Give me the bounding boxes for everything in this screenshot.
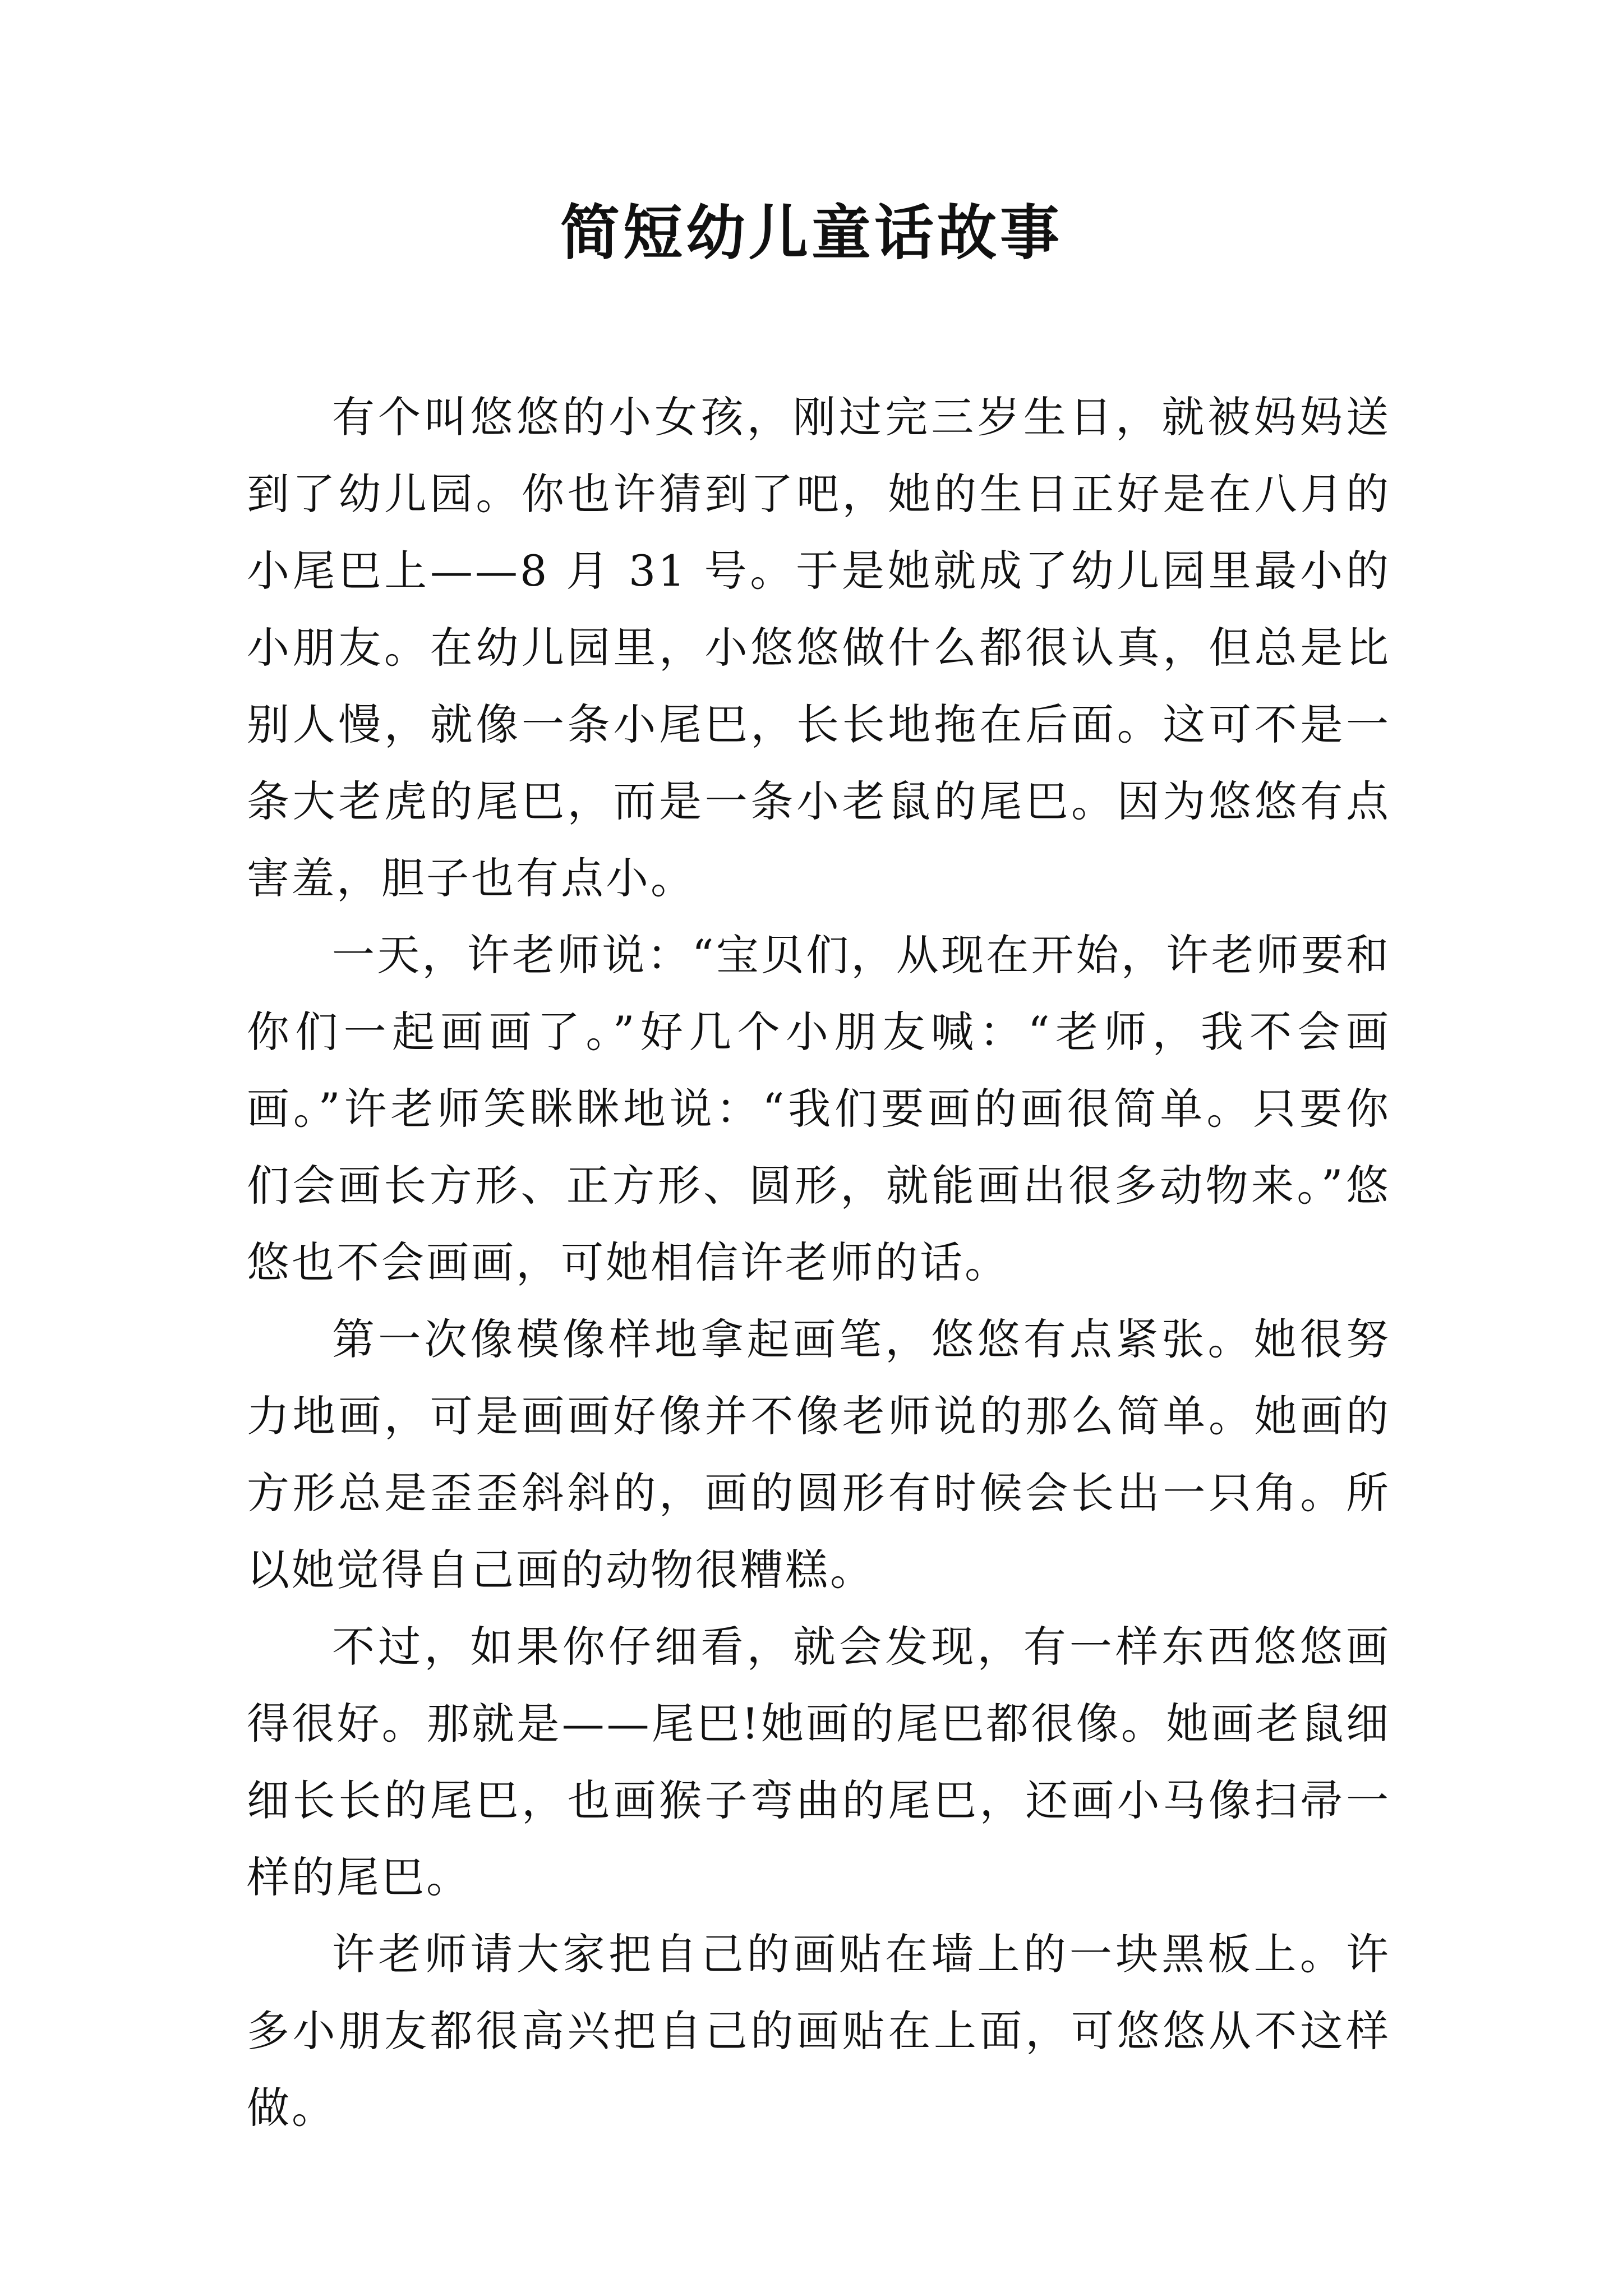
document-body bbox=[247, 379, 1391, 2146]
paragraph-2: 一天，许老师说：“宝贝们，从现在开始，许老师要和你们一起画画了。”好几个小朋友喊：“老师，我不会画画。”许老师笑眯眯地说：“我们要画的画很简单。只要你们会画长方形、正方形、圆形，就能画出很多动物来。”悠悠也不会画画，可她相信许老师的话。 bbox=[247, 930, 1391, 1287]
document-title: 简短幼儿童话故事 bbox=[560, 197, 1063, 268]
paragraph-3: 第一次像模像样地拿起画笔，悠悠有点紧张。她很努力地画，可是画画好像并不像老师说的那么简单。她画的方形总是歪歪斜斜的，画的圆形有时候会长出一只角。所以她觉得自己画的动物很糟糕。 bbox=[247, 1314, 1391, 1595]
paragraph-1: 有个叫悠悠的小女孩，刚过完三岁生日，就被妈妈送到了幼儿园。你也许猜到了吧，她的生日正好是在八月的小尾巴上——8 月 31 号。于是她就成了幼儿园里最小的小朋友。在幼儿园里，小悠悠做什么都很认真，但总是比别人慢，就像一条小尾巴，长长地拖在后面。这可不是一条大老虎的尾巴，而是一条小老鼠的尾巴。因为悠悠有点害羞，胆子也有点小。 bbox=[247, 392, 1391, 903]
paragraph-4: 不过，如果你仔细看，就会发现，有一样东西悠悠画得很好。那就是——尾巴!她画的尾巴都很像。她画老鼠细细长长的尾巴，也画猴子弯曲的尾巴，还画小马像扫帚一样的尾巴。 bbox=[247, 1622, 1391, 1902]
paragraph-5: 许老师请大家把自己的画贴在墙上的一块黑板上。许多小朋友都很高兴把自己的画贴在上面，可悠悠从不这样做。 bbox=[247, 1929, 1391, 2133]
